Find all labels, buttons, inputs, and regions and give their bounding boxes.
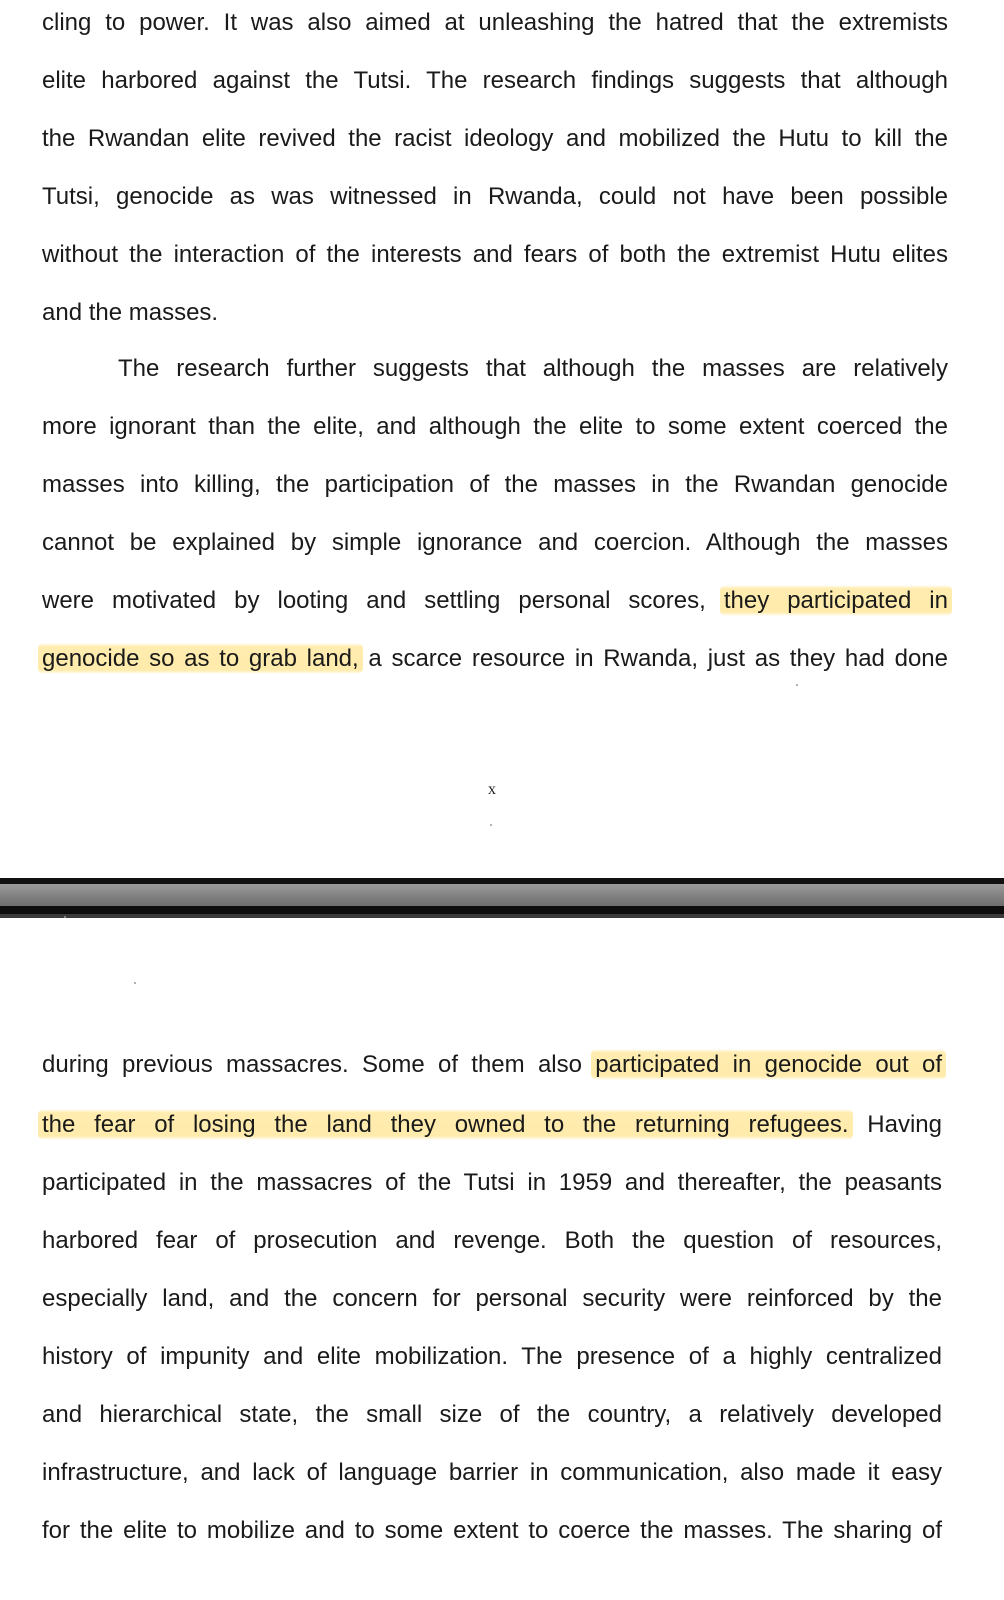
divider-band xyxy=(0,906,1004,914)
body-text-line xyxy=(42,1110,942,1140)
body-text-line: the Rwandan elite revived the racist ideology and mobilized the Hutu to kill the xyxy=(42,125,948,152)
page-divider xyxy=(0,876,1004,920)
body-text-line: cannot be explained by simple ignorance and coercion. Although the masses xyxy=(42,529,948,556)
highlighted-text: participated in genocide out of xyxy=(591,1049,946,1080)
body-text-line: participated in the massacres of the Tutsi in 1959 and thereafter, the peasants xyxy=(42,1169,942,1196)
body-text-line: for the elite to mobilize and to some extent to coerce the masses. The sharing of xyxy=(42,1517,942,1544)
scan-speck xyxy=(64,916,66,918)
scan-speck xyxy=(490,824,492,826)
body-text-line: Tutsi, genocide as was witnessed in Rwanda, could not have been possible xyxy=(42,183,948,210)
highlighted-text: the fear of losing the land they owned to the returning refugees. xyxy=(38,1109,853,1140)
highlighted-text: genocide so as to grab land, xyxy=(38,643,363,674)
highlighted-text: they participated in xyxy=(720,585,952,616)
body-text-line: elite harbored against the Tutsi. The research findings suggests that although xyxy=(42,67,948,94)
body-text-line xyxy=(42,644,948,674)
body-text-line: more ignorant than the elite, and although the elite to some extent coerced the xyxy=(42,413,948,440)
scan-speck xyxy=(796,684,798,686)
body-text-line: cling to power. It was also aimed at unleashing the hatred that the extremists xyxy=(42,9,948,36)
bottom-page xyxy=(0,930,1004,1600)
body-text-line: history of impunity and elite mobilization. The presence of a highly centralized xyxy=(42,1343,942,1370)
page-number: x xyxy=(488,781,496,798)
divider-band xyxy=(0,884,1004,906)
text-segment: were motivated by looting and settling personal scores, xyxy=(42,587,706,614)
divider-band xyxy=(0,914,1004,918)
text-segment: a scarce resource in Rwanda, just as they had done xyxy=(368,645,948,672)
body-text-line: masses into killing, the participation of the masses in the Rwandan genocide xyxy=(42,471,948,498)
body-text-line: and the masses. xyxy=(42,299,219,326)
scan-speck xyxy=(134,982,136,984)
body-text-line: and hierarchical state, the small size of the country, a relatively developed xyxy=(42,1401,942,1428)
body-text-line: without the interaction of the interests and fears of both the extremist Hutu elites xyxy=(42,241,948,268)
body-text-line: especially land, and the concern for personal security were reinforced by the xyxy=(42,1285,942,1312)
text-segment: Having xyxy=(867,1111,943,1138)
body-text-line xyxy=(42,586,948,616)
body-text-line: harbored fear of prosecution and revenge. Both the question of resources, xyxy=(42,1227,942,1254)
text-segment: during previous massacres. Some of them also xyxy=(42,1051,582,1078)
body-text-line xyxy=(42,1050,942,1080)
body-text-line: infrastructure, and lack of language barrier in communication, also made it easy xyxy=(42,1459,942,1486)
body-text-line: The research further suggests that although the masses are relatively xyxy=(118,355,948,382)
